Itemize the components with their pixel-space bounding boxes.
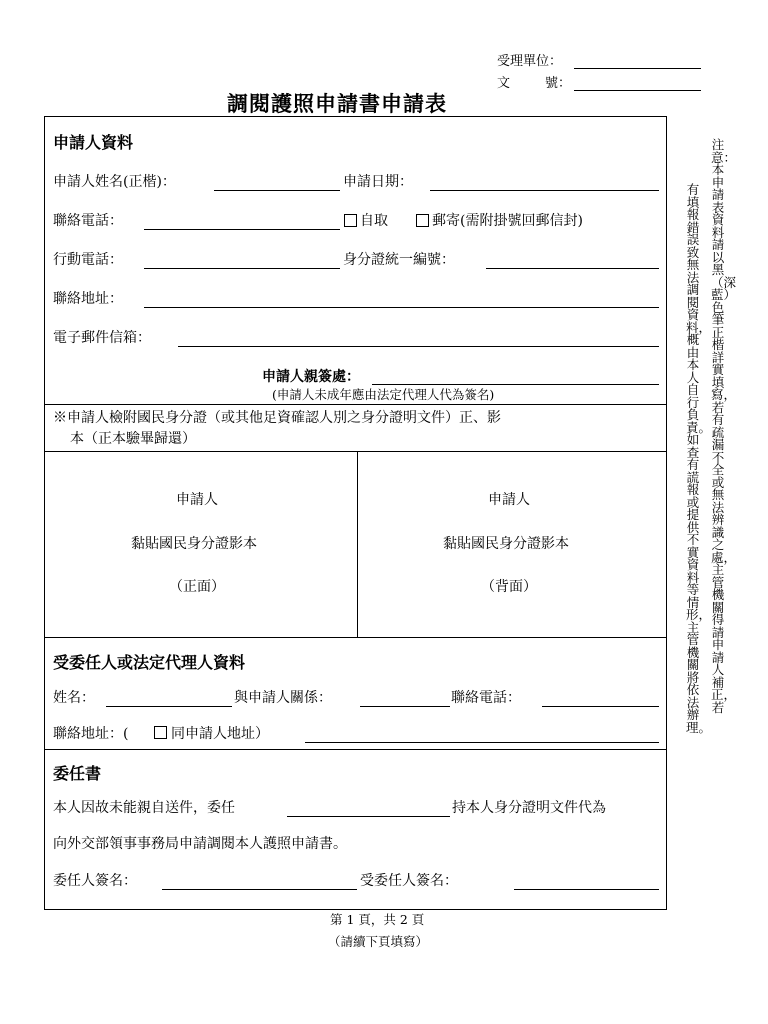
front-copy-who: 申請人 bbox=[176, 492, 218, 508]
doc-number-label-a: 文 bbox=[497, 76, 511, 91]
email-field[interactable] bbox=[178, 346, 659, 347]
id-number-label: 身分證統一編號： bbox=[343, 252, 455, 268]
agent-heading: 受委任人或法定代理人資料 bbox=[53, 653, 246, 672]
address-label: 聯絡地址： bbox=[53, 291, 123, 307]
id-notice-line1: ※申請人檢附國民身分證（或其他足資確認人別之身分證明文件）正、影 bbox=[53, 410, 501, 426]
divider bbox=[44, 404, 667, 405]
signature-note: (申請人未成年應由法定代理人代為簽名) bbox=[272, 387, 495, 402]
page-number: 第 1 頁，共 2 頁 bbox=[330, 912, 425, 927]
agent-name-label: 姓名： bbox=[53, 690, 95, 706]
delegation-text1a: 本人因故未能親自送件，委任 bbox=[53, 800, 235, 816]
form-title: 調閱護照申請書申請表 bbox=[227, 91, 447, 116]
divider bbox=[44, 749, 667, 750]
phone-field[interactable] bbox=[144, 229, 340, 230]
mail-checkbox[interactable] bbox=[416, 214, 429, 227]
application-date-label: 申請日期： bbox=[343, 174, 413, 190]
divider bbox=[357, 451, 358, 637]
delegator-signature-label: 委任人簽名： bbox=[53, 873, 137, 889]
phone-label: 聯絡電話： bbox=[53, 213, 123, 229]
agent-address-field[interactable] bbox=[305, 742, 659, 743]
agent-address-label: 聯絡地址：( bbox=[53, 726, 129, 742]
mail-label: 郵寄(需附掛號回郵信封) bbox=[432, 213, 583, 229]
applicant-name-field[interactable] bbox=[214, 190, 340, 191]
back-copy-what: 黏貼國民身分證影本 bbox=[443, 536, 569, 552]
same-address-checkbox[interactable] bbox=[154, 726, 167, 739]
continue-note: （請續下頁填寫） bbox=[328, 934, 429, 949]
doc-number-field[interactable] bbox=[574, 90, 701, 91]
pickup-checkbox[interactable] bbox=[344, 214, 357, 227]
delegate-signature-field[interactable] bbox=[514, 889, 659, 890]
delegator-signature-field[interactable] bbox=[162, 889, 357, 890]
address-field[interactable] bbox=[144, 307, 659, 308]
form-frame bbox=[44, 116, 667, 910]
agent-phone-label: 聯絡電話： bbox=[451, 690, 521, 706]
delegate-signature-label: 受委任人簽名： bbox=[360, 873, 458, 889]
back-copy-who: 申請人 bbox=[488, 492, 530, 508]
front-copy-what: 黏貼國民身分證影本 bbox=[131, 536, 257, 552]
mobile-field[interactable] bbox=[144, 268, 340, 269]
signature-label: 申請人親簽處： bbox=[262, 369, 360, 385]
applicant-name-label: 申請人姓名(正楷)： bbox=[53, 174, 176, 190]
mobile-label: 行動電話： bbox=[53, 252, 123, 268]
agent-name-field[interactable] bbox=[106, 706, 232, 707]
unit-label: 受理單位： bbox=[497, 54, 563, 69]
agent-phone-field[interactable] bbox=[542, 706, 659, 707]
delegation-text1b: 持本人身分證明文件代為 bbox=[452, 800, 606, 816]
applicant-heading: 申請人資料 bbox=[53, 133, 134, 152]
agent-relation-field[interactable] bbox=[360, 706, 450, 707]
doc-number-label-b: 號： bbox=[545, 76, 572, 91]
delegation-heading: 委任書 bbox=[53, 764, 102, 783]
delegation-text2: 向外交部領事事務局申請調閱本人護照申請書。 bbox=[53, 836, 347, 852]
signature-field[interactable] bbox=[372, 384, 659, 385]
front-copy-side: （正面） bbox=[169, 579, 225, 595]
email-label: 電子郵件信箱： bbox=[53, 330, 151, 346]
pickup-label: 自取 bbox=[360, 213, 388, 229]
side-note-col1: 注意：本申請表資料請以黑（深藍）色筆正楷詳實填寫，若有疏漏不全或無法辨識之處，主管機關得請申請人補正，若 bbox=[711, 137, 737, 715]
divider bbox=[44, 637, 667, 638]
divider bbox=[44, 451, 667, 452]
back-copy-side: （背面） bbox=[481, 579, 537, 595]
unit-field[interactable] bbox=[574, 68, 701, 69]
side-note-col2: 有填報錯誤致無法調閱資料，概由本人自行負責。如查有謊報或提供不實資料等情形，主管機關將依法辦理。 bbox=[686, 182, 712, 735]
same-address-label: 同申請人地址） bbox=[171, 726, 269, 742]
id-notice-line2: 本（正本驗畢歸還） bbox=[70, 431, 196, 447]
application-date-field[interactable] bbox=[430, 190, 659, 191]
delegate-name-field[interactable] bbox=[287, 816, 450, 817]
agent-relation-label: 與申請人關係： bbox=[234, 690, 332, 706]
id-number-field[interactable] bbox=[486, 268, 659, 269]
